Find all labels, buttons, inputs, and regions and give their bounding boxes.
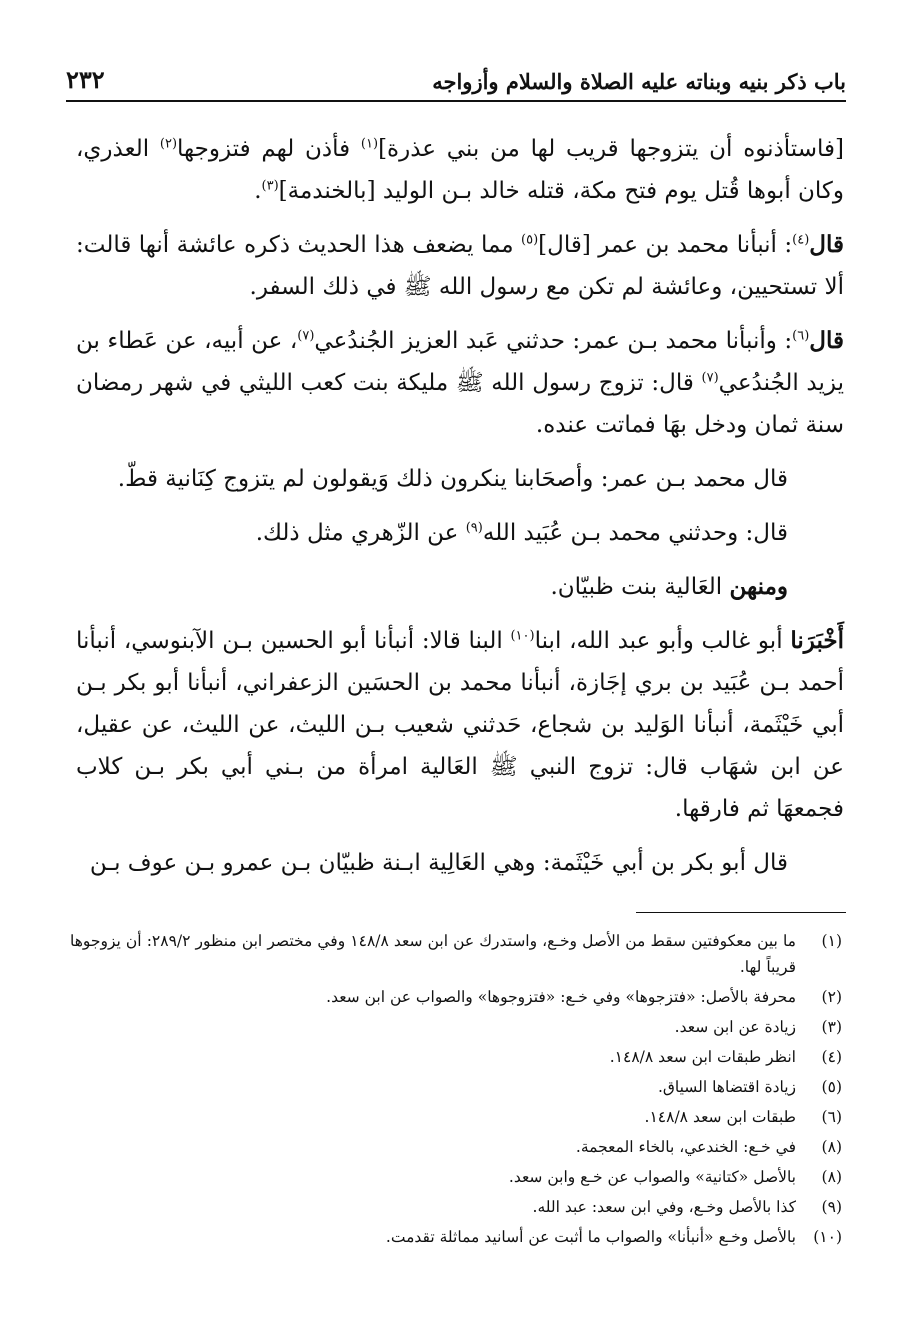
paragraph — [76, 320, 844, 446]
footnote-number: (٤) — [821, 1048, 842, 1066]
text-segment: قال أبو بكر بن أبي خَيْثَمة: وهي العَالِية ابـنة ظبيّان بـن عمرو بـن عوف بـن — [89, 850, 788, 876]
footnote-ref: (١٠) — [510, 628, 535, 644]
footnote-number: (٢) — [821, 988, 842, 1006]
footnote-number: (٦) — [821, 1108, 842, 1126]
footnote-ref: (٦) — [792, 328, 810, 344]
footnote-ref: (١) — [360, 136, 379, 152]
footnote-text: زيادة عن ابن سعد. — [674, 1018, 796, 1036]
footnote-item — [70, 1224, 842, 1250]
text-segment: مما يضعف هذا الحديث ذكره عائشة أنها قالت: ألا تستحيين، وعائشة لم تكن مع رسول الله ﷺ في ذلك السفر. — [76, 232, 844, 300]
text-segment: قال محمد بـن عمر: وأصحَابنا ينكرون ذلك وَيقولون لم يتزوج كِنَانية قطّ. — [117, 466, 788, 492]
footnote-text: كذا بالأصل وخـع، وفي ابن سعد: عبد الله. — [532, 1198, 796, 1216]
footnote-text: محرفة بالأصل: «فتزجوها» وفي خـع: «فتزوجوها» والصواب عن ابن سعد. — [326, 988, 796, 1006]
text-segment: : وأنبأنا محمد بـن عمر: حدثني عَبد العزيز الجُندُعي — [314, 328, 793, 354]
footnote-item — [70, 984, 842, 1010]
paragraph — [76, 512, 844, 554]
lead-word: قال — [809, 231, 844, 258]
paragraph — [76, 620, 844, 830]
text-segment: أبو غالب وأبو عبد الله، ابنا — [534, 628, 791, 654]
footnote-item — [70, 1014, 842, 1040]
footnote-text: في خـع: الخندعي، بالخاء المعجمة. — [575, 1138, 796, 1156]
footnote-text: زيادة اقتضاها السياق. — [657, 1078, 796, 1096]
page-number: ٢٣٢ — [66, 65, 105, 94]
text-segment: قال: وحدثني محمد بـن عُبَيد الله — [482, 520, 788, 546]
footnote-text: بالأصل «كتانية» والصواب عن خـع وابن سعد. — [508, 1168, 796, 1186]
text-segment: البنا قالا: أنبأنا أبو الحسين بـن الآبنوسي، أنبأنا أحمد بـن عُبَيد بن بري إجَازة، أنبأنا محمد بن الحسَين الزعفراني، أنبأنا أبو بكر بـن أبي خَيْثَمة، أنبأنا الوَليد بن شجاع، حَدثني شعيب بـن الليث، عن الليث، عن عقيل، عن ابن شهَاب قال: تزوج النبي ﷺ العَالية امرأة من بـني أبي بكر بـن كلاب فجمعهَا ثم فارقها. — [76, 628, 844, 822]
footnote-text: ما بين معكوفتين سقط من الأصل وخـع، واستدرك عن ابن سعد ١٤٨/٨ وفي مختصر ابن منظور ٢٨٩/٢: أن يزوجوها قريباً لها. — [70, 932, 796, 976]
paragraph — [76, 458, 844, 500]
footnote-item — [70, 1164, 842, 1190]
footnote-ref: (٧) — [701, 370, 719, 386]
footnote-number: (١) — [821, 932, 842, 950]
main-text — [76, 128, 844, 896]
text-segment: فأذن لهم فتزوجها — [177, 136, 361, 162]
footnote-number: (٩) — [821, 1198, 842, 1216]
footnote-ref: (٥) — [521, 232, 539, 248]
text-segment: . — [254, 178, 262, 204]
footnote-ref: (٧) — [297, 328, 315, 344]
footnote-number: (١٠) — [813, 1228, 842, 1246]
text-segment: ، عن أبيه، عن عَطاء بن يزيد الجُندُعي — [76, 328, 844, 396]
footnote-number: (٥) — [821, 1078, 842, 1096]
text-segment: قال: تزوج رسول الله ﷺ مليكة بنت كعب الليثي في شهر رمضان سنة ثمان ودخل بهَا فماتت عنده. — [76, 370, 844, 438]
text-segment: : أنبأنا محمد بن عمر [قال] — [538, 232, 793, 258]
footnotes — [70, 928, 842, 1254]
footnote-item — [70, 1074, 842, 1100]
footnote-ref: (٣) — [261, 178, 279, 194]
chapter-title: باب ذكر بنيه وبناته عليه الصلاة والسلام وأزواجه — [432, 69, 846, 94]
footnote-ref: (٢) — [159, 136, 178, 152]
footnote-ref: (٤) — [792, 232, 810, 248]
text-segment: العَالية بنت ظبيّان. — [550, 574, 730, 600]
text-segment: عن الزّهري مثل ذلك. — [255, 520, 466, 546]
paragraph — [76, 842, 844, 884]
footnote-text: طبقات ابن سعد ١٤٨/٨. — [644, 1108, 796, 1126]
footnote-item — [70, 1194, 842, 1220]
lead-word: أَخْبَرَنا — [790, 627, 844, 654]
text-segment: العذري، وكان أبوها قُتل يوم فتح مكة، قتله خالد بـن الوليد [بالخندمة] — [76, 136, 844, 204]
footnote-separator — [636, 912, 846, 913]
paragraph — [76, 224, 844, 308]
footnote-item — [70, 1104, 842, 1130]
footnote-text: انظر طبقات ابن سعد ١٤٨/٨. — [609, 1048, 796, 1066]
footnote-item — [70, 1134, 842, 1160]
footnote-number: (٣) — [821, 1018, 842, 1036]
footnote-number: (٨) — [821, 1138, 842, 1156]
text-segment: [فاستأذنوه أن يتزوجها قريب لها من بني عذرة] — [378, 136, 844, 162]
lead-word: ومنهن — [729, 573, 788, 600]
footnote-item — [70, 1044, 842, 1070]
footnote-item — [70, 928, 842, 980]
footnote-number: (٨) — [821, 1168, 842, 1186]
running-header — [66, 62, 846, 102]
lead-word: قال — [809, 327, 844, 354]
paragraph — [76, 128, 844, 212]
paragraph — [76, 566, 844, 608]
footnote-ref: (٩) — [465, 520, 483, 536]
footnote-text: بالأصل وخـع «أنبأنا» والصواب ما أثبت عن أسانيد مماثلة تقدمت. — [385, 1228, 796, 1246]
